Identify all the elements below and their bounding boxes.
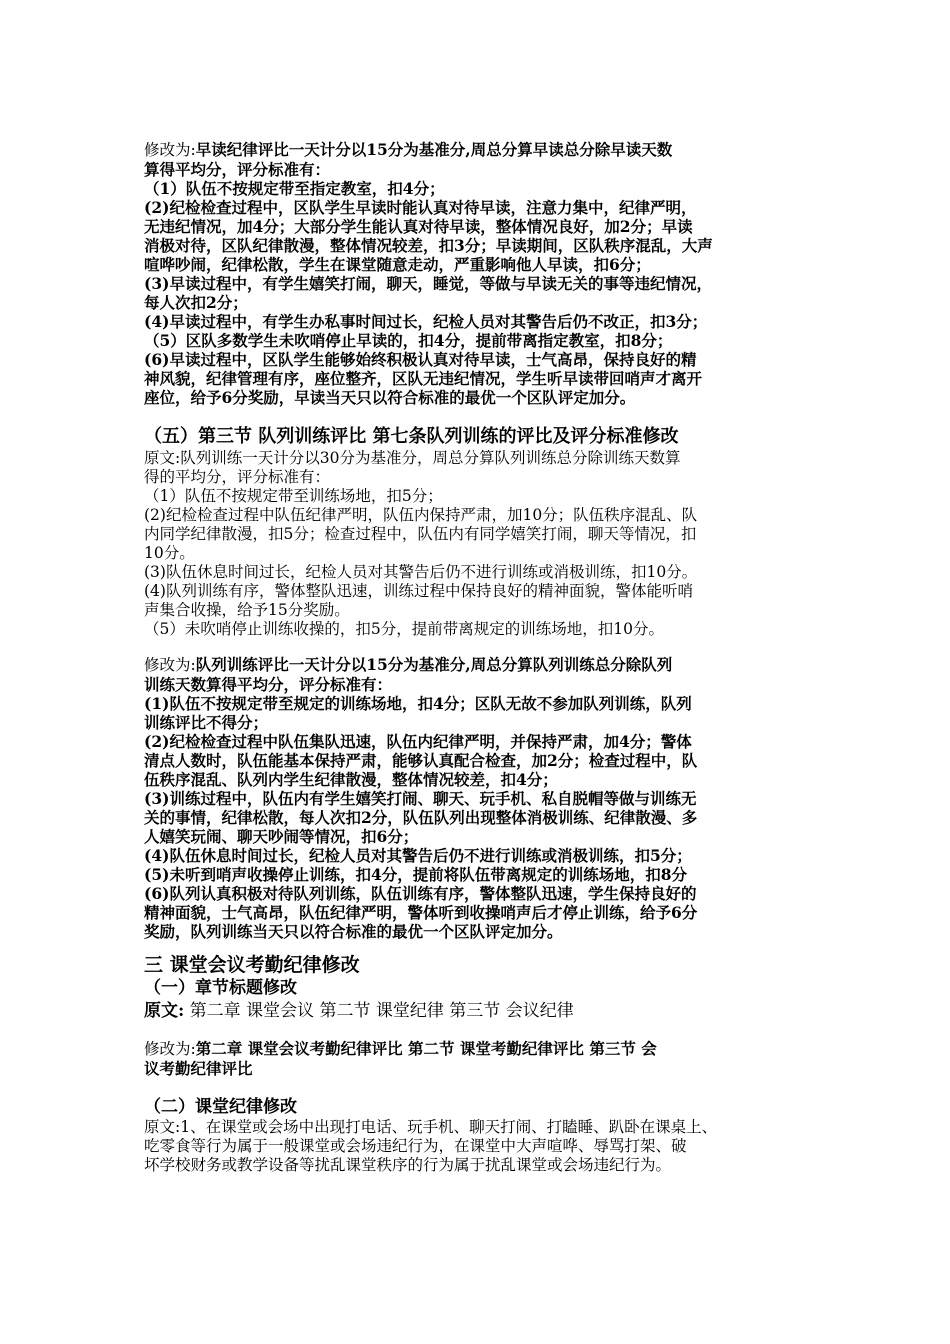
chapter-title-original: 原文: 第二章 课堂会议 第二节 课堂纪律 第三节 会议纪律 xyxy=(144,1001,574,1021)
chapter-mod-line-1: 议考勤纪律评比 xyxy=(144,1059,253,1078)
drill-orig-line-1: 得的平均分，评分标准有： xyxy=(144,468,331,486)
original-label: 原文: xyxy=(144,1001,185,1021)
drill-mod-line-8: 关的事情，纪律松散，每人次扣2分，队伍队列出现整体消极训练、纪律散漫、多 xyxy=(144,808,698,827)
chapter-mod-line-0: 修改为:第二章 课堂会议考勤纪律评比 第二节 课堂考勤纪律评比 第三节 会 xyxy=(144,1039,657,1058)
drill-mod-line-13: 精神面貌，士气高昂，队伍纪律严明，警体听到收操哨声后才停止训练，给予6分 xyxy=(144,903,698,922)
drill-original xyxy=(144,449,816,639)
morning-line-1: 算得平均分，评分标准有： xyxy=(144,160,331,179)
drill-modified xyxy=(144,655,816,941)
modify-label: 修改为: xyxy=(144,141,196,159)
morning-line-11: (6)早读过程中，区队学生能够始终积极认真对待早读，士气高昂，保持良好的精 xyxy=(144,350,697,369)
drill-mod-line-0: 修改为:队列训练评比一天计分以15分为基准分,周总分算队列训练总分除队列 xyxy=(144,655,673,674)
drill-mod-line-5: 清点人数时，队伍能基本保持严肃，能够认真配合检查，加2分；检查过程中，队 xyxy=(144,751,698,770)
morning-line-8: 每人次扣2分； xyxy=(144,293,248,312)
modify-label: 修改为: xyxy=(144,1040,196,1058)
drill-mod-line-11: (5)未听到哨声收操停止训练，扣4分，提前将队伍带离规定的训练场地，扣8分 xyxy=(144,865,688,884)
drill-mod-line-9: 人嬉笑玩闹、聊天吵闹等情况，扣6分； xyxy=(144,827,419,846)
morning-line-13: 座位，给予6分奖励，早读当天只以符合标准的最优一个区队评定加分。 xyxy=(144,388,636,407)
classroom-orig-line-2: 坏学校财务或教学设备等扰乱课堂秩序的行为属于扰乱课堂或会场违纪行为。 xyxy=(144,1156,672,1174)
classroom-discipline-heading: （二）课堂纪律修改 xyxy=(144,1097,297,1117)
drill-orig-line-6: (3)队伍休息时间过长，纪检人员对其警告后仍不进行训练或消极训练，扣10分。 xyxy=(144,563,698,581)
drill-orig-line-4: 内同学纪律散漫，扣5分；检查过程中，队伍内有同学嬉笑打闹，聊天等情况，扣 xyxy=(144,525,697,543)
part-three-heading: 三 课堂会议考勤纪律修改 xyxy=(144,954,360,976)
classroom-orig-line-1: 吃零食等行为属于一般课堂或会场违纪行为，在课堂中大声喧哗、辱骂打架、破 xyxy=(144,1137,687,1155)
drill-mod-line-10: (4)队伍休息时间过长，纪检人员对其警告后仍不进行训练或消极训练，扣5分； xyxy=(144,846,692,865)
drill-orig-line-5: 10分。 xyxy=(144,544,195,562)
drill-mod-line-2: (1)队伍不按规定带至规定的训练场地，扣4分；区队无故不参加队列训练，队列 xyxy=(144,694,692,713)
chapter-title-modified xyxy=(144,1039,816,1078)
drill-orig-line-2: （1）队伍不按规定带至训练场地，扣5分； xyxy=(144,487,443,505)
morning-line-5: 消极对待，区队纪律散漫，整体情况较差，扣3分；早读期间，区队秩序混乱，大声 xyxy=(144,236,713,255)
classroom-discipline-original xyxy=(144,1118,816,1175)
morning-line-6: 喧哗吵闹，纪律松散，学生在课堂随意走动，严重影响他人早读，扣6分； xyxy=(144,255,651,274)
morning-line-4: 无违纪情况，加4分；大部分学生能认真对待早读，整体情况良好，加2分；早读 xyxy=(144,217,693,236)
morning-line-12: 神风貌，纪律管理有序，座位整齐，区队无违纪情况，学生听早读带回哨声才离开 xyxy=(144,369,703,388)
morning-line-0: 修改为:早读纪律评比一天计分以15分为基准分,周总分算早读总分除早读天数 xyxy=(144,140,673,159)
morning-line-9: (4)早读过程中，有学生办私事时间过长，纪检人员对其警告后仍不改正，扣3分； xyxy=(144,312,708,331)
modify-label: 修改为: xyxy=(144,656,196,674)
classroom-orig-line-0: 原文:1、在课堂或会场中出现打电话、玩手机、聊天打闹、打瞌睡、趴卧在课桌上、 xyxy=(144,1118,718,1136)
drill-section-heading: （五）第三节 队列训练评比 第七条队列训练的评比及评分标准修改 xyxy=(144,426,679,447)
drill-mod-line-14: 奖励，队列训练当天只以符合标准的最优一个区队评定加分。 xyxy=(144,922,563,941)
document-page xyxy=(144,140,816,1175)
drill-mod-line-12: (6)队列认真积极对待队列训练，队伍训练有序，警体整队迅速，学生保持良好的 xyxy=(144,884,697,903)
drill-mod-line-7: (3)训练过程中，队伍内有学生嬉笑打闹、聊天、玩手机、私自脱帽等做与训练无 xyxy=(144,789,697,808)
morning-reading-modified xyxy=(144,140,816,407)
drill-orig-line-7: (4)队列训练有序，警体整队迅速，训练过程中保持良好的精神面貌，警体能听哨 xyxy=(144,582,693,600)
morning-line-10: （5）区队多数学生未吹哨停止早读的，扣4分，提前带离指定教室，扣8分； xyxy=(144,331,673,350)
drill-mod-line-4: (2)纪检检查过程中队伍集队迅速，队伍内纪律严明，并保持严肃，加4分；警体 xyxy=(144,732,692,751)
drill-orig-line-9: （5）未吹哨停止训练收操的，扣5分，提前带离规定的训练场地，扣10分。 xyxy=(144,620,664,638)
morning-line-2: （1）队伍不按规定带至指定教室，扣4分； xyxy=(144,179,445,198)
morning-line-3: (2)纪检检查过程中，区队学生早读时能认真对待早读，注意力集中，纪律严明， xyxy=(144,198,697,217)
drill-mod-line-6: 伍秩序混乱、队列内学生纪律散漫，整体情况较差，扣4分； xyxy=(144,770,558,789)
chapter-title-heading: （一）章节标题修改 xyxy=(144,978,297,998)
drill-mod-line-1: 训练天数算得平均分，评分标准有： xyxy=(144,675,393,694)
drill-orig-line-3: (2)纪检检查过程中队伍纪律严明，队伍内保持严肃，加10分；队伍秩序混乱、队 xyxy=(144,506,698,524)
drill-mod-line-3: 训练评比不得分； xyxy=(144,713,269,732)
drill-orig-line-0: 原文:队列训练一天计分以30分为基准分，周总分算队列训练总分除训练天数算 xyxy=(144,449,681,467)
morning-line-7: (3)早读过程中，有学生嬉笑打闹，聊天，睡觉，等做与早读无关的事等违纪情况， xyxy=(144,274,712,293)
drill-orig-line-8: 声集合收操，给予15分奖励。 xyxy=(144,601,350,619)
